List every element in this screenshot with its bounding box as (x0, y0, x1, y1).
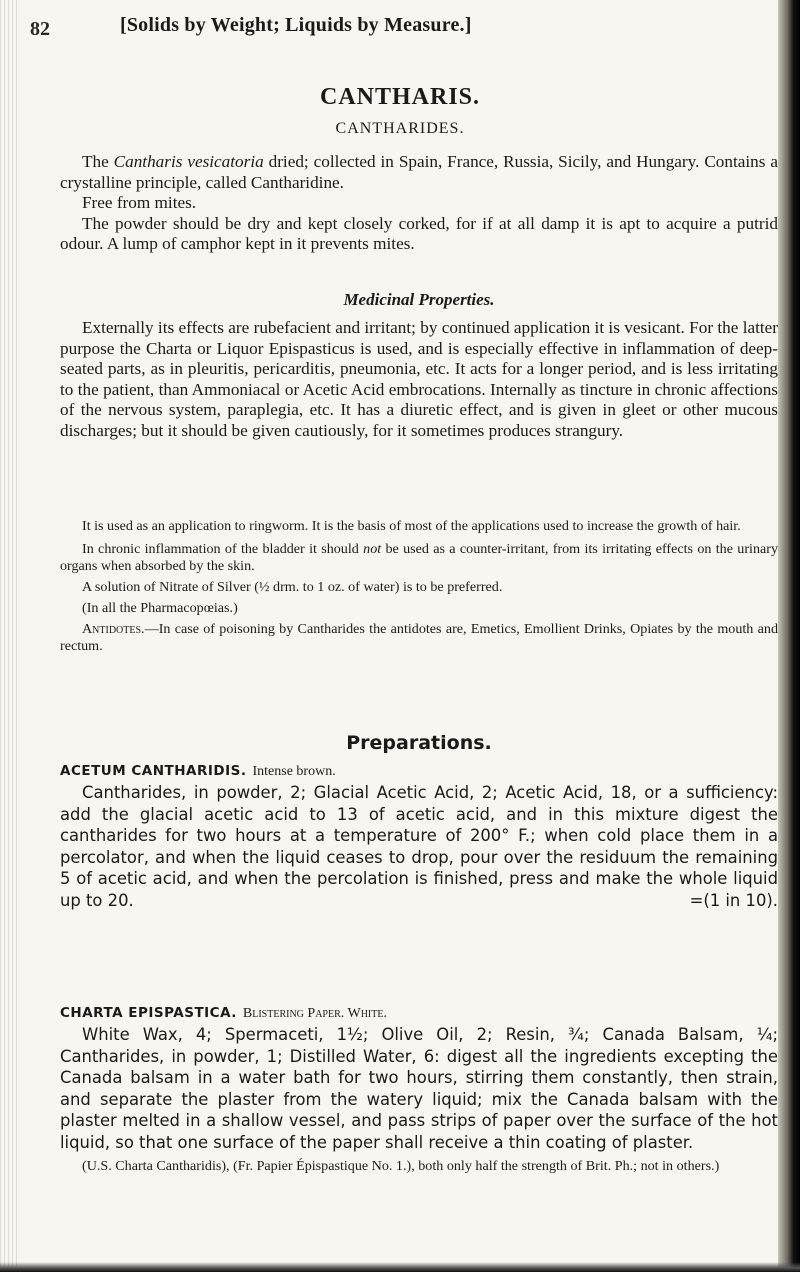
right-page-edge (778, 0, 800, 1272)
bladder-note-suffix: be used as a counter-irritant, from its irritating effects on the urinary organs when absorbed by the skin. (60, 541, 779, 574)
medicinal-notes (60, 518, 778, 655)
charta-heading (60, 1004, 778, 1022)
intro-text-prefix: The (82, 152, 114, 171)
bottom-page-edge (0, 1262, 800, 1272)
running-head: [Solids by Weight; Liquids by Measure.] (120, 14, 472, 36)
mites-note: Free from mites. (82, 193, 197, 213)
ringworm-note: It is used as an application to ringworm. It is the basis of most of the applications used to increase the growth of hair. (82, 518, 741, 534)
bladder-note-prefix: In chronic inflammation of the bladder it should (82, 541, 364, 557)
acetum-body-text: Cantharides, in powder, 2; Glacial Acetic Acid, 2; Acetic Acid, 18, or a sufficiency: add the glacial acetic acid to 13 of acetic acid, and in this mixture digest the cantharides for two hours at a temperature of 200° F.; when cold place them in a percolator, and when the liquid ceases to drop, pour over the residuum the remaining 5 of acetic acid, and when the percolation is finished, press and make the whole liquid up to 20. (60, 783, 778, 910)
intro-section (60, 152, 778, 255)
acetum-ratio: =(1 in 10). (689, 890, 778, 910)
acetum-section (60, 762, 778, 912)
antidotes-label: Antidotes. (82, 621, 145, 637)
page-number: 82 (30, 18, 50, 40)
page-subtitle: CANTHARIDES. (335, 120, 465, 137)
bladder-note-emphasis: not (363, 541, 382, 557)
silver-nitrate-note: A solution of Nitrate of Silver (½ drm. to 1 oz. of water) is to be preferred. (82, 579, 503, 595)
acetum-title: ACETUM CANTHARIDIS. (60, 763, 247, 779)
intro-paragraph (60, 152, 778, 193)
bladder-note (60, 541, 778, 575)
antidotes-paragraph (60, 621, 778, 655)
charta-title: CHARTA EPISPASTICA. (60, 1005, 237, 1021)
medicinal-section (60, 318, 778, 442)
medicinal-paragraph: Externally its effects are rubefacient and irritant; by continued application it is vesicant. For the latter purpose the Charta or Liquor Epispasticus is used, and is especially effective in inflammation of deep-seated parts, as in pleuritis, pericarditis, pneumonia, etc. It acts for a longer period, and is less irritating to the patient, than Ammoniacal or Acetic Acid embrocations. Internally as tincture in chronic affections of the nervous system, paraplegia, etc. It has a diuretic effect, and is given in gleet or other mucous discharges; but it should be given cautiously, for it sometimes produces strangury. (60, 318, 778, 440)
intro-text-suffix: dried; collected in Spain, France, Russia, Sicily, and Hungary. Contains a crystalline principle, called Cantharidine. (60, 152, 778, 192)
charta-body: White Wax, 4; Spermaceti, 1½; Olive Oil, 2; Resin, ¾; Canada Balsam, ¼; Cantharides, in powder, 1; Distilled Water, 6: digest all the ingredients excepting the Canada balsam in a water bath for two hours, stirring them constantly, then strain, and separate the plaster from the watery liquid; mix the Canada balsam with the plaster melted in a shallow vessel, and pass strips of paper over the surface of the hot liquid, so that one surface of the paper shall receive a thin coating of plaster. (60, 1025, 778, 1152)
left-margin-lines (0, 0, 20, 1272)
storage-paragraph: The powder should be dry and kept closely corked, for if at all damp it is apt to acquire a putrid odour. A lump of camphor kept in it prevents mites. (60, 213, 778, 254)
acetum-desc: Intense brown. (252, 764, 336, 779)
page-title: CANTHARIS. (319, 84, 481, 110)
medicinal-heading-block (60, 290, 778, 310)
charta-section (60, 1004, 778, 1175)
acetum-heading (60, 762, 778, 780)
acetum-body (60, 782, 778, 912)
preparations-heading-block (60, 732, 778, 754)
charta-desc: Blistering Paper. White. (242, 1006, 387, 1021)
medicinal-heading: Medicinal Properties. (343, 290, 495, 309)
preparations-heading: Preparations. (346, 732, 492, 754)
pharmacopoeias-note: (In all the Pharmacopœias.) (82, 600, 238, 616)
charta-note: (U.S. Charta Cantharidis), (Fr. Papier Épispastique No. 1.), both only half the strength of Brit. Ph.; not in others.) (82, 1157, 720, 1174)
antidotes-text: —In case of poisoning by Cantharides the antidotes are, Emetics, Emollient Drinks, Opiates by the mouth and rectum. (60, 621, 778, 654)
species-name: Cantharis vesicatoria (113, 152, 264, 171)
